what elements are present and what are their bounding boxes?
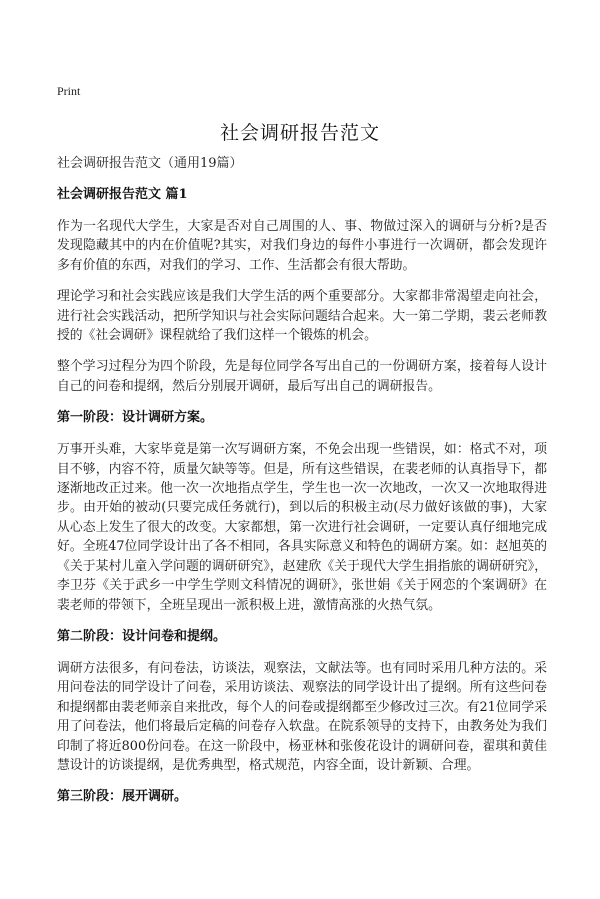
section-heading: 社会调研报告范文 篇1 xyxy=(57,187,188,202)
paragraph-theory: 理论学习和社会实践应该是我们大学生活的两个重要部分。大家都非常渴望走向社会，进行社会实践活动，把所学知识与社会实际问题结合起来。大一第二学期，裴云老师教授的《社会调研》课程就给了我们这样一个锻炼的机会。 xyxy=(57,289,547,344)
paragraph-stages: 整个学习过程分为四个阶段，先是每位同学各写出自己的一份调研方案，接着每人设计自己的问卷和提纲，然后分别展开调研，最后写出自己的调研报告。 xyxy=(57,359,547,394)
stage1-heading: 第一阶段：设计调研方案。 xyxy=(57,410,214,426)
stage2-heading: 第二阶段：设计问卷和提纲。 xyxy=(57,628,227,644)
document-subtitle: 社会调研报告范文（通用19篇） xyxy=(57,156,243,171)
paragraph-intro: 作为一名现代大学生，大家是否对自己周围的人、事、物做过深入的调研与分析?是否发现隐藏其中的内在价值呢?其实，对我们身边的每件小事进行一次调研，都会发现许多有价值的东西，对我们的学习、工作、生活都会有很大帮助。 xyxy=(57,219,547,273)
stage3-heading: 第三阶段：展开调研。 xyxy=(57,789,188,805)
print-label: Print xyxy=(57,84,81,98)
stage1-text: 万事开头难，大家毕竟是第一次写调研方案，不免会出现一些错误，如：格式不对，项目不够，内容不符，质量欠缺等等。但是，所有这些错误，在裴老师的认真指导下，都逐渐地改正过来。他一次一次地指点学生，学生也一次一次地改，一次又一次地取得进步。由开始的被动(只要完成任务就行)，到以后的积极主动(尽力做好该做的事)，大家从心态上发生了很大的改变。大家都想，第一次进行社会调研，一定要认真仔细地完成好。全班47位同学设计出了各不相同，各具实际意义和特色的调研方案。如：赵旭英的《关于某村儿童入学问题的调研研究》，赵建欣《关于现代大学生捐指旅的调研研究》，李卫芬《关于武乡一中学生学则文科情况的调研》，张世娟《关于网恋的个案调研》在裴老师的带领下，全班呈现出一派积极上进，激情高涨的火热气氛。 xyxy=(57,442,547,613)
document-title: 社会调研报告范文 xyxy=(219,122,380,144)
stage2-text: 调研方法很多，有问卷法，访谈法，观察法，文献法等。也有同时采用几种方法的。采用问卷法的同学设计了问卷，采用访谈法、观察法的同学设计出了提纲。所有这些问卷和提纲都由裴老师亲自来批改，每个人的问卷或提纲都至少修改过三次。有21位同学采用了问卷法，他们将最后定稿的问卷存入软盘。在院系领导的支持下，由教务处为我们印制了将近800份问卷。在这一阶段中，杨亚林和张俊花设计的调研问卷，翟琪和黄佳慧设计的访谈提纲，是优秀典型，格式规范，内容全面，设计新颖、合理。 xyxy=(57,660,547,773)
document-body xyxy=(57,185,547,819)
